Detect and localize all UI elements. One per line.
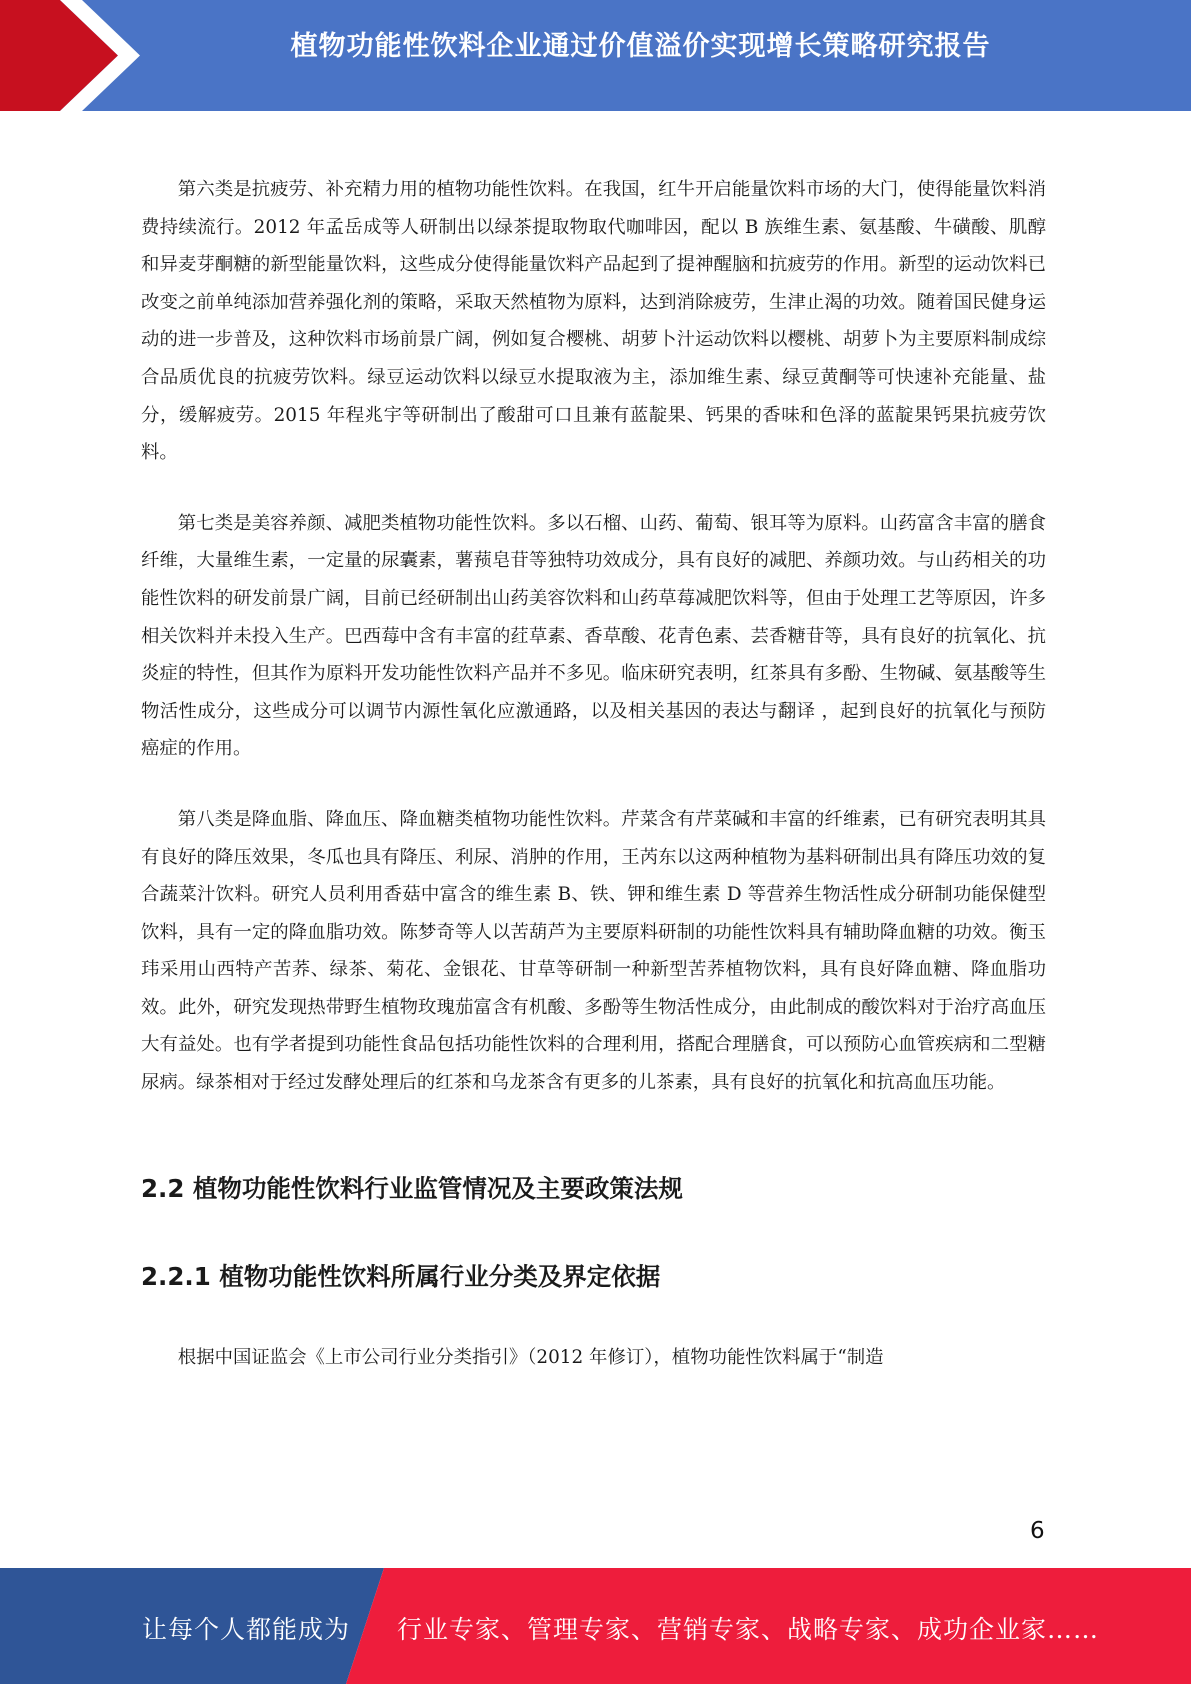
page-content — [141, 171, 1046, 1376]
page-number: 6 — [1030, 1518, 1045, 1544]
page-footer — [0, 1568, 1191, 1684]
paragraph-type-six: 第六类是抗疲劳、补充精力用的植物功能性饮料。在我国，红牛开启能量饮料市场的大门，使得能量饮料消费持续流行。2012 年孟岳成等人研制出以绿茶提取物取代咖啡因，配以 B 族维生素、氨基酸、牛磺酸、肌醇和异麦芽酮糖的新型能量饮料，这些成分使得能量饮料产品起到了提神醒脑和抗疲劳的作用。新型的运动饮料已改变之前单纯添加营养强化剂的策略，采取天然植物为原料，达到消除疲劳，生津止渴的功效。随着国民健身运动的进一步普及，这种饮料市场前景广阔，例如复合樱桃、胡萝卜汁运动饮料以樱桃、胡萝卜为主要原料制成综合品质优良的抗疲劳饮料。绿豆运动饮料以绿豆水提取液为主，添加维生素、绿豆黄酮等可快速补充能量、盐分，缓解疲劳。2015 年程兆宇等研制出了酸甜可口且兼有蓝靛果、钙果的香味和色泽的蓝靛果钙果抗疲劳饮料。 — [141, 179, 1046, 464]
header-title: 植物功能性饮料企业通过价值溢价实现增长策略研究报告 — [290, 31, 991, 62]
footer-slogan-right: 行业专家、管理专家、营销专家、战略专家、成功企业家…… — [397, 1615, 1100, 1644]
subsection-heading: 2.2.1 植物功能性饮料所属行业分类及界定依据 — [141, 1261, 661, 1291]
footer-slogan-left: 让每个人都能成为 — [142, 1615, 351, 1644]
section-heading: 2.2 植物功能性饮料行业监管情况及主要政策法规 — [141, 1173, 683, 1203]
page-header — [0, 0, 1191, 111]
paragraph-type-seven: 第七类是美容养颜、减肥类植物功能性饮料。多以石榴、山药、葡萄、银耳等为原料。山药富含丰富的膳食纤维，大量维生素，一定量的尿囊素，薯蓣皂苷等独特功效成分，具有良好的减肥、养颜功效。与山药相关的功能性饮料的研发前景广阔，目前已经研制出山药美容饮料和山药草莓减肥饮料等，但由于处理工艺等原因，许多相关饮料并未投入生产。巴西莓中含有丰富的荭草素、香草酸、花青色素、芸香糖苷等，具有良好的抗氧化、抗炎症的特性，但其作为原料开发功能性饮料产品并不多见。临床研究表明，红茶具有多酚、生物碱、氨基酸等生物活性成分，这些成分可以调节内源性氧化应激通路，以及相关基因的表达与翻译 ，起到良好的抗氧化与预防癌症的作用。 — [141, 512, 1046, 760]
paragraph-type-eight: 第八类是降血脂、降血压、降血糖类植物功能性饮料。芹菜含有芹菜碱和丰富的纤维素，已有研究表明其具有良好的降压效果，冬瓜也具有降压、利尿、消肿的作用，王芮东以这两种植物为基料研制出具有降压功效的复合蔬菜汁饮料。研究人员利用香菇中富含的维生素 B、铁、钾和维生素 D 等营养生物活性成分研制功能保健型饮料，具有一定的降血脂功效。陈梦奇等人以苦葫芦为主要原料研制的功能性饮料具有辅助降血糖的功效。衡玉玮采用山西特产苦荞、绿茶、菊花、金银花、甘草等研制一种新型苦荞植物饮料，具有良好降血糖、降血脂功效。此外，研究发现热带野生植物玫瑰茄富含有机酸、多酚等生物活性成分，由此制成的酸饮料对于治疗高血压大有益处。也有学者提到功能性食品包括功能性饮料的合理利用，搭配合理膳食，可以预防心血管疾病和二型糖尿病。绿茶相对于经过发酵处理后的红茶和乌龙茶含有更多的儿茶素，具有良好的抗氧化和抗高血压功能。 — [141, 808, 1046, 1094]
paragraph-industry-classification: 根据中国证监会《上市公司行业分类指引》（2012 年修订），植物功能性饮料属于“制造 — [177, 1346, 884, 1368]
